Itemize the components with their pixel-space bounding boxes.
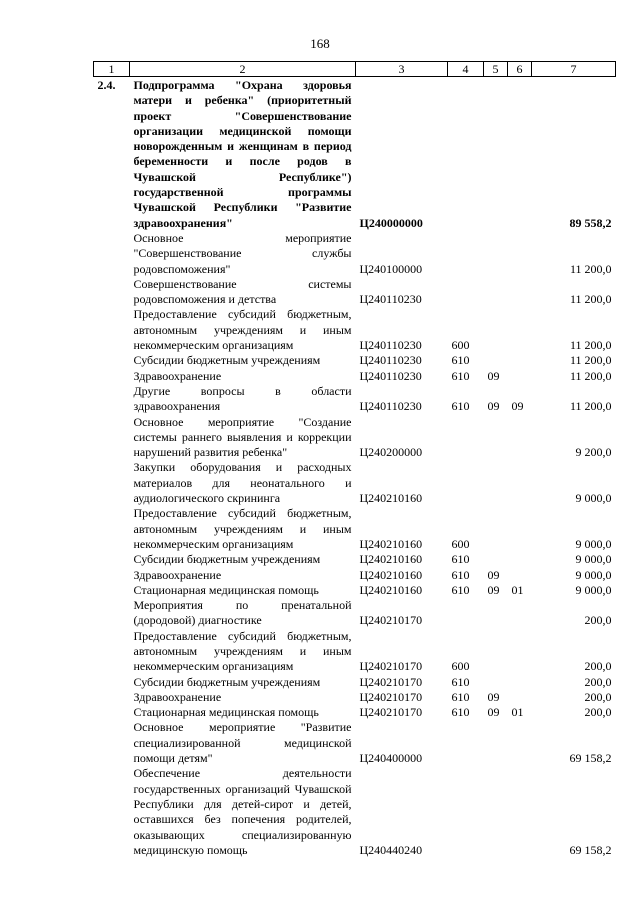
row-number	[94, 369, 130, 384]
table-body	[94, 77, 616, 859]
table-row	[94, 568, 616, 583]
row-amount: 200,0	[584, 659, 612, 674]
expense-type-code: 610	[451, 368, 470, 383]
row-number	[94, 552, 130, 567]
row-name: Здравоохранение	[133, 368, 222, 383]
target-code: Ц240210160	[359, 582, 423, 597]
target-code: Ц240210170	[359, 659, 423, 674]
table-row	[94, 384, 616, 415]
row-number	[94, 506, 130, 552]
row-number	[94, 629, 130, 675]
row-name: Субсидии бюджетным учреждениям	[133, 353, 321, 368]
target-code: Ц240210160	[359, 552, 423, 567]
subsection-code	[508, 231, 532, 277]
expense-type-code: 610	[451, 674, 470, 689]
row-number	[94, 583, 130, 598]
column-header: 6	[508, 62, 532, 77]
subsection-code	[508, 675, 532, 690]
subsection-code	[508, 369, 532, 384]
target-code: Ц240110230	[359, 399, 422, 414]
row-amount: 11 200,0	[569, 292, 612, 307]
expense-type-code	[448, 77, 484, 231]
row-amount: 11 200,0	[569, 353, 612, 368]
table-row	[94, 598, 616, 629]
row-amount: 9 000,0	[575, 567, 612, 582]
target-code: Ц240110230	[359, 353, 422, 368]
table-row	[94, 277, 616, 308]
row-amount: 11 200,0	[569, 261, 612, 276]
row-amount: 11 200,0	[569, 399, 612, 414]
row-number	[94, 384, 130, 415]
row-amount: 9 200,0	[575, 445, 612, 460]
subsection-code	[508, 415, 532, 461]
row-amount: 89 558,2	[569, 215, 612, 230]
page-number: 168	[310, 36, 330, 51]
expense-type-code	[448, 766, 484, 858]
subsection-code	[508, 720, 532, 766]
expense-type-code: 610	[451, 582, 470, 597]
row-amount: 200,0	[584, 689, 612, 704]
row-name: Субсидии бюджетным учреждениям	[133, 674, 321, 689]
target-code: Ц240110230	[359, 338, 422, 353]
row-name: Основное мероприятие "Создание системы раннего выявления и коррекции нарушений развития ребенка"	[133, 414, 352, 460]
table-row	[94, 552, 616, 567]
row-amount: 200,0	[584, 613, 612, 628]
row-number	[94, 231, 130, 277]
row-name: Подпрограмма "Охрана здоровья матери и ребенка" (приоритетный проект "Совершенствование организации медицинской помощи новорожденным и женщинам в период беременности и после родов в Чувашской Республике") государственной программы Чувашской Республики "Развитие здравоохранения"	[133, 78, 352, 230]
section-code: 09	[487, 368, 500, 383]
target-code: Ц240000000	[359, 215, 423, 230]
section-code	[484, 506, 508, 552]
row-amount: 69 158,2	[569, 751, 612, 766]
expense-type-code: 600	[451, 659, 470, 674]
subsection-code	[508, 506, 532, 552]
expense-type-code: 610	[451, 353, 470, 368]
subsection-code	[508, 77, 532, 231]
expense-type-code	[448, 415, 484, 461]
target-code: Ц240210160	[359, 567, 423, 582]
expense-type-code	[448, 720, 484, 766]
section-code	[484, 231, 508, 277]
section-code	[484, 766, 508, 858]
row-name: Стационарная медицинская помощь	[133, 582, 319, 597]
row-amount: 9 000,0	[575, 582, 612, 597]
subsection-code	[508, 353, 532, 368]
row-number	[94, 675, 130, 690]
row-name: Здравоохранение	[133, 689, 222, 704]
expense-type-code: 600	[451, 536, 470, 551]
row-name: Предоставление субсидий бюджетным, автономным учреждениям и иным некоммерческим организациям	[133, 307, 352, 353]
row-name: Основное мероприятие "Совершенствование службы родовспоможения"	[133, 230, 352, 276]
subsection-code: 01	[511, 582, 524, 597]
subsection-code	[508, 552, 532, 567]
table-row	[94, 675, 616, 690]
table-row	[94, 369, 616, 384]
expense-type-code	[448, 231, 484, 277]
row-number	[94, 705, 130, 720]
expense-type-code: 610	[451, 705, 470, 720]
row-name: Стационарная медицинская помощь	[133, 705, 319, 720]
section-code	[484, 415, 508, 461]
row-number: 2.4.	[97, 78, 116, 92]
row-name: Другие вопросы в области здравоохранения	[133, 383, 352, 414]
subsection-code	[508, 307, 532, 353]
expense-type-code	[448, 598, 484, 629]
row-number	[94, 766, 130, 858]
target-code: Ц240110230	[359, 368, 422, 383]
table-row	[94, 506, 616, 552]
row-amount: 11 200,0	[569, 368, 612, 383]
target-code: Ц240210170	[359, 689, 423, 704]
target-code: Ц240210160	[359, 536, 423, 551]
section-code	[484, 629, 508, 675]
section-code: 09	[487, 399, 500, 414]
row-number	[94, 568, 130, 583]
section-code: 09	[487, 689, 500, 704]
row-number	[94, 690, 130, 705]
expense-type-code: 610	[451, 399, 470, 414]
row-number	[94, 460, 130, 506]
section-code	[484, 277, 508, 308]
subsection-code	[508, 766, 532, 858]
column-header: 2	[130, 62, 356, 77]
row-number	[94, 415, 130, 461]
table-header	[94, 62, 616, 77]
table-row	[94, 690, 616, 705]
row-number	[94, 720, 130, 766]
expense-type-code: 610	[451, 552, 470, 567]
target-code: Ц240210170	[359, 613, 423, 628]
target-code: Ц240400000	[359, 751, 423, 766]
table-row	[94, 77, 616, 231]
section-code	[484, 552, 508, 567]
row-name: Совершенствование системы родовспоможения и детства	[133, 276, 352, 307]
row-number	[94, 598, 130, 629]
subsection-code	[508, 568, 532, 583]
table-row	[94, 415, 616, 461]
budget-table	[93, 61, 616, 858]
subsection-code	[508, 460, 532, 506]
target-code: Ц240210160	[359, 491, 423, 506]
subsection-code	[508, 277, 532, 308]
row-name: Предоставление субсидий бюджетным, автономным учреждениям и иным некоммерческим организациям	[133, 628, 352, 674]
row-name: Закупки оборудования и расходных материалов для неонатального и аудиологического скрининга	[133, 460, 352, 506]
section-code	[484, 353, 508, 368]
target-code: Ц240100000	[359, 261, 423, 276]
table-row	[94, 231, 616, 277]
column-header: 5	[484, 62, 508, 77]
row-amount: 200,0	[584, 674, 612, 689]
row-name: Здравоохранение	[133, 567, 222, 582]
table-row	[94, 629, 616, 675]
subsection-code	[508, 629, 532, 675]
column-header: 7	[532, 62, 616, 77]
column-header: 3	[356, 62, 448, 77]
table-row	[94, 720, 616, 766]
row-number	[94, 277, 130, 308]
row-amount: 9 000,0	[575, 552, 612, 567]
column-header: 4	[448, 62, 484, 77]
section-code	[484, 460, 508, 506]
subsection-code	[508, 690, 532, 705]
subsection-code: 01	[511, 705, 524, 720]
table-row	[94, 705, 616, 720]
table-row	[94, 766, 616, 858]
column-header: 1	[94, 62, 130, 77]
section-code: 09	[487, 567, 500, 582]
row-amount: 11 200,0	[569, 338, 612, 353]
section-code	[484, 675, 508, 690]
table-row	[94, 307, 616, 353]
expense-type-code: 600	[451, 338, 470, 353]
section-code: 09	[487, 582, 500, 597]
target-code: Ц240110230	[359, 292, 422, 307]
row-amount: 9 000,0	[575, 536, 612, 551]
section-code	[484, 307, 508, 353]
table-row	[94, 583, 616, 598]
row-name: Основное мероприятие "Развитие специализированной медицинской помощи детям"	[133, 720, 352, 766]
row-name: Субсидии бюджетным учреждениям	[133, 552, 321, 567]
row-name: Предоставление субсидий бюджетным, автономным учреждениям и иным некоммерческим организациям	[133, 506, 352, 551]
subsection-code: 09	[511, 399, 524, 414]
row-number	[94, 307, 130, 353]
row-amount: 200,0	[584, 705, 612, 720]
target-code: Ц240200000	[359, 445, 423, 460]
target-code: Ц240210170	[359, 705, 423, 720]
section-code: 09	[487, 705, 500, 720]
target-code: Ц240440240	[359, 842, 423, 857]
table-row	[94, 460, 616, 506]
subsection-code	[508, 598, 532, 629]
row-name: Обеспечение деятельности государственных организаций Чувашской Республики для детей-сирот и детей, оставшихся без попечения родителей, оказывающих специализированную медицинскую помощь	[133, 766, 352, 857]
row-number	[94, 353, 130, 368]
table-row	[94, 353, 616, 368]
expense-type-code	[448, 277, 484, 308]
target-code: Ц240210170	[359, 674, 423, 689]
row-name: Мероприятия по пренатальной (дородовой) диагностике	[133, 598, 352, 628]
row-amount: 9 000,0	[575, 491, 612, 506]
row-amount: 69 158,2	[569, 842, 612, 857]
expense-type-code	[448, 460, 484, 506]
expense-type-code: 610	[451, 689, 470, 704]
section-code	[484, 720, 508, 766]
expense-type-code: 610	[451, 567, 470, 582]
section-code	[484, 77, 508, 231]
section-code	[484, 598, 508, 629]
